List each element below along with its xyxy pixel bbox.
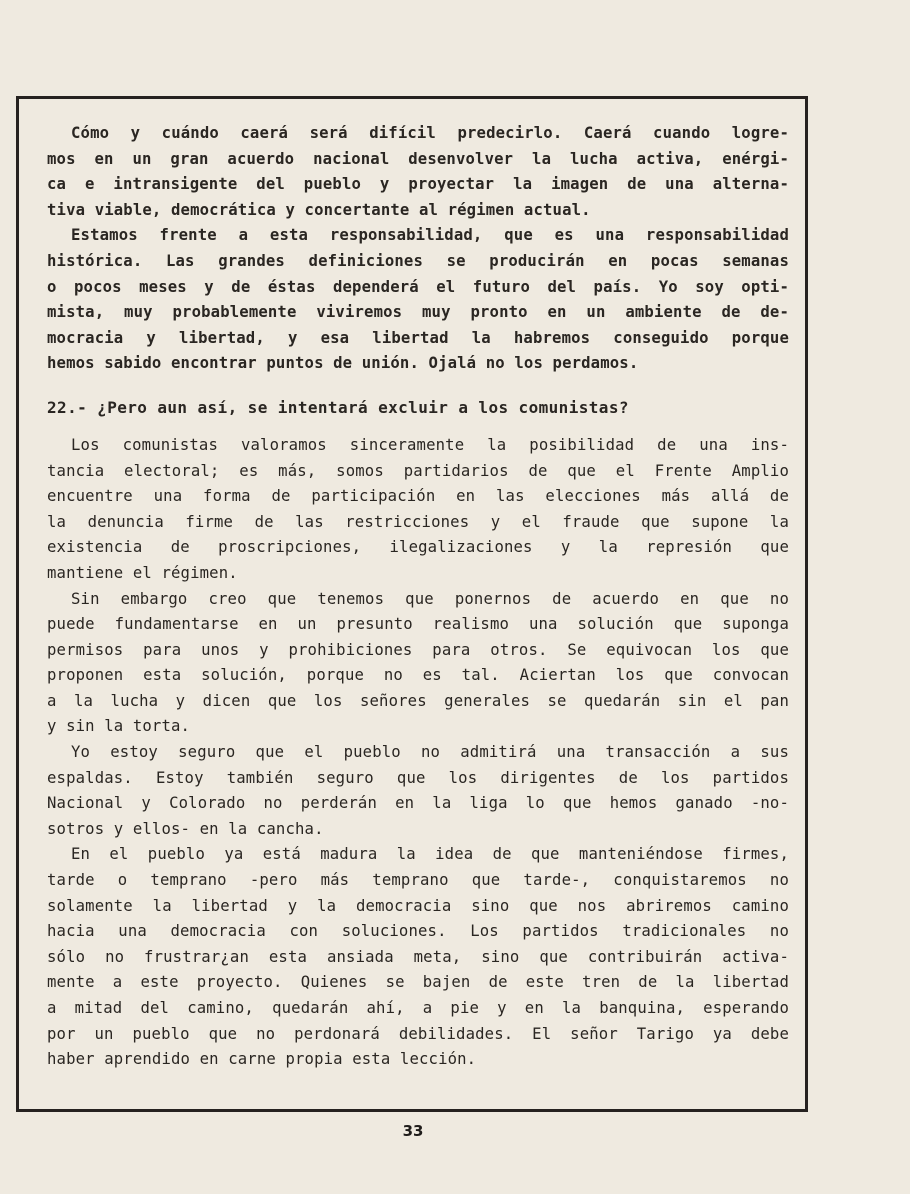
text-line: y sin la torta. [47, 717, 191, 736]
text-line: Yo estoy seguro que el pueblo no admitirá una transacción a sus [71, 743, 789, 762]
body-text-top [47, 121, 789, 377]
text-line: En el pueblo ya está madura la idea de que manteniéndose firmes, [71, 845, 789, 864]
text-line: encuentre una forma de participación en las elecciones más allá de [47, 487, 789, 506]
text-line: tiva viable, democrática y concertante al régimen actual. [47, 200, 591, 219]
text-line: mocracia y libertad, y esa libertad la habremos conseguido porque [47, 328, 789, 347]
text-line: por un pueblo que no perdonará debilidades. El señor Tarigo ya debe [47, 1024, 789, 1043]
page-frame [16, 96, 808, 1112]
body-text-bottom [47, 433, 789, 1073]
text-line: mente a este proyecto. Quienes se bajen de este tren de la libertad [47, 973, 789, 992]
text-line: tarde o temprano -pero más temprano que tarde-, conquistaremos no [47, 871, 789, 890]
text-line: tancia electoral; es más, somos partidarios de que el Frente Amplio [47, 461, 789, 480]
text-line: ca e intransigente del pueblo y proyectar la imagen de una alterna- [47, 175, 789, 194]
paragraph [47, 223, 789, 377]
text-line: Estamos frente a esta responsabilidad, que es una responsabilidad [71, 226, 789, 245]
text-line: solamente la libertad y la democracia sino que nos abriremos camino [47, 896, 789, 915]
text-line: histórica. Las grandes definiciones se producirán en pocas semanas [47, 251, 789, 270]
text-line: sólo no frustrar¿an esta ansiada meta, sino que contribuirán activa- [47, 947, 789, 966]
text-line: espaldas. Estoy también seguro que los dirigentes de los partidos [47, 768, 789, 787]
text-line: proponen esta solución, porque no es tal. Aciertan los que convocan [47, 666, 789, 685]
paragraph [47, 433, 789, 587]
text-line: existencia de proscripciones, ilegalizaciones y la represión que [47, 538, 789, 557]
paragraph [47, 842, 789, 1072]
text-line: sotros y ellos- en la cancha. [47, 819, 324, 838]
text-line: mista, muy probablemente viviremos muy pronto en un ambiente de de- [47, 303, 789, 322]
text-line: haber aprendido en carne propia esta lección. [47, 1050, 477, 1069]
paragraph [47, 121, 789, 223]
text-line: Los comunistas valoramos sinceramente la posibilidad de una ins- [71, 435, 789, 454]
page-number: 33 [402, 1122, 424, 1140]
text-line: mos en un gran acuerdo nacional desenvolver la lucha activa, enérgi- [47, 149, 789, 168]
text-line: hacia una democracia con soluciones. Los partidos tradicionales no [47, 922, 789, 941]
paragraph [47, 587, 789, 741]
text-line: hemos sabido encontrar puntos de unión. Ojalá no los perdamos. [47, 354, 639, 373]
text-line: a mitad del camino, quedarán ahí, a pie y en la banquina, esperando [47, 999, 789, 1017]
text-line: Nacional y Colorado no perderán en la liga lo que hemos ganado -no- [47, 794, 789, 813]
text-line: puede fundamentarse en un presunto realismo una solución que suponga [47, 615, 789, 634]
text-line: permisos para unos y prohibiciones para otros. Se equivocan los que [47, 640, 789, 659]
text-line: Cómo y cuándo caerá será difícil predecirlo. Caerá cuando logre- [71, 124, 789, 142]
text-line: la denuncia firme de las restricciones y el fraude que supone la [47, 512, 789, 531]
text-line: a la lucha y dicen que los señores generales se quedarán sin el pan [47, 691, 789, 710]
text-line: o pocos meses y de éstas dependerá el futuro del país. Yo soy opti- [47, 277, 789, 296]
text-line: mantiene el régimen. [47, 563, 238, 582]
text-line: Sin embargo creo que tenemos que ponernos de acuerdo en que no [71, 589, 789, 608]
section-heading: 22.- ¿Pero aun así, se intentará excluir a los comunistas? [47, 397, 629, 417]
paragraph [47, 740, 789, 842]
